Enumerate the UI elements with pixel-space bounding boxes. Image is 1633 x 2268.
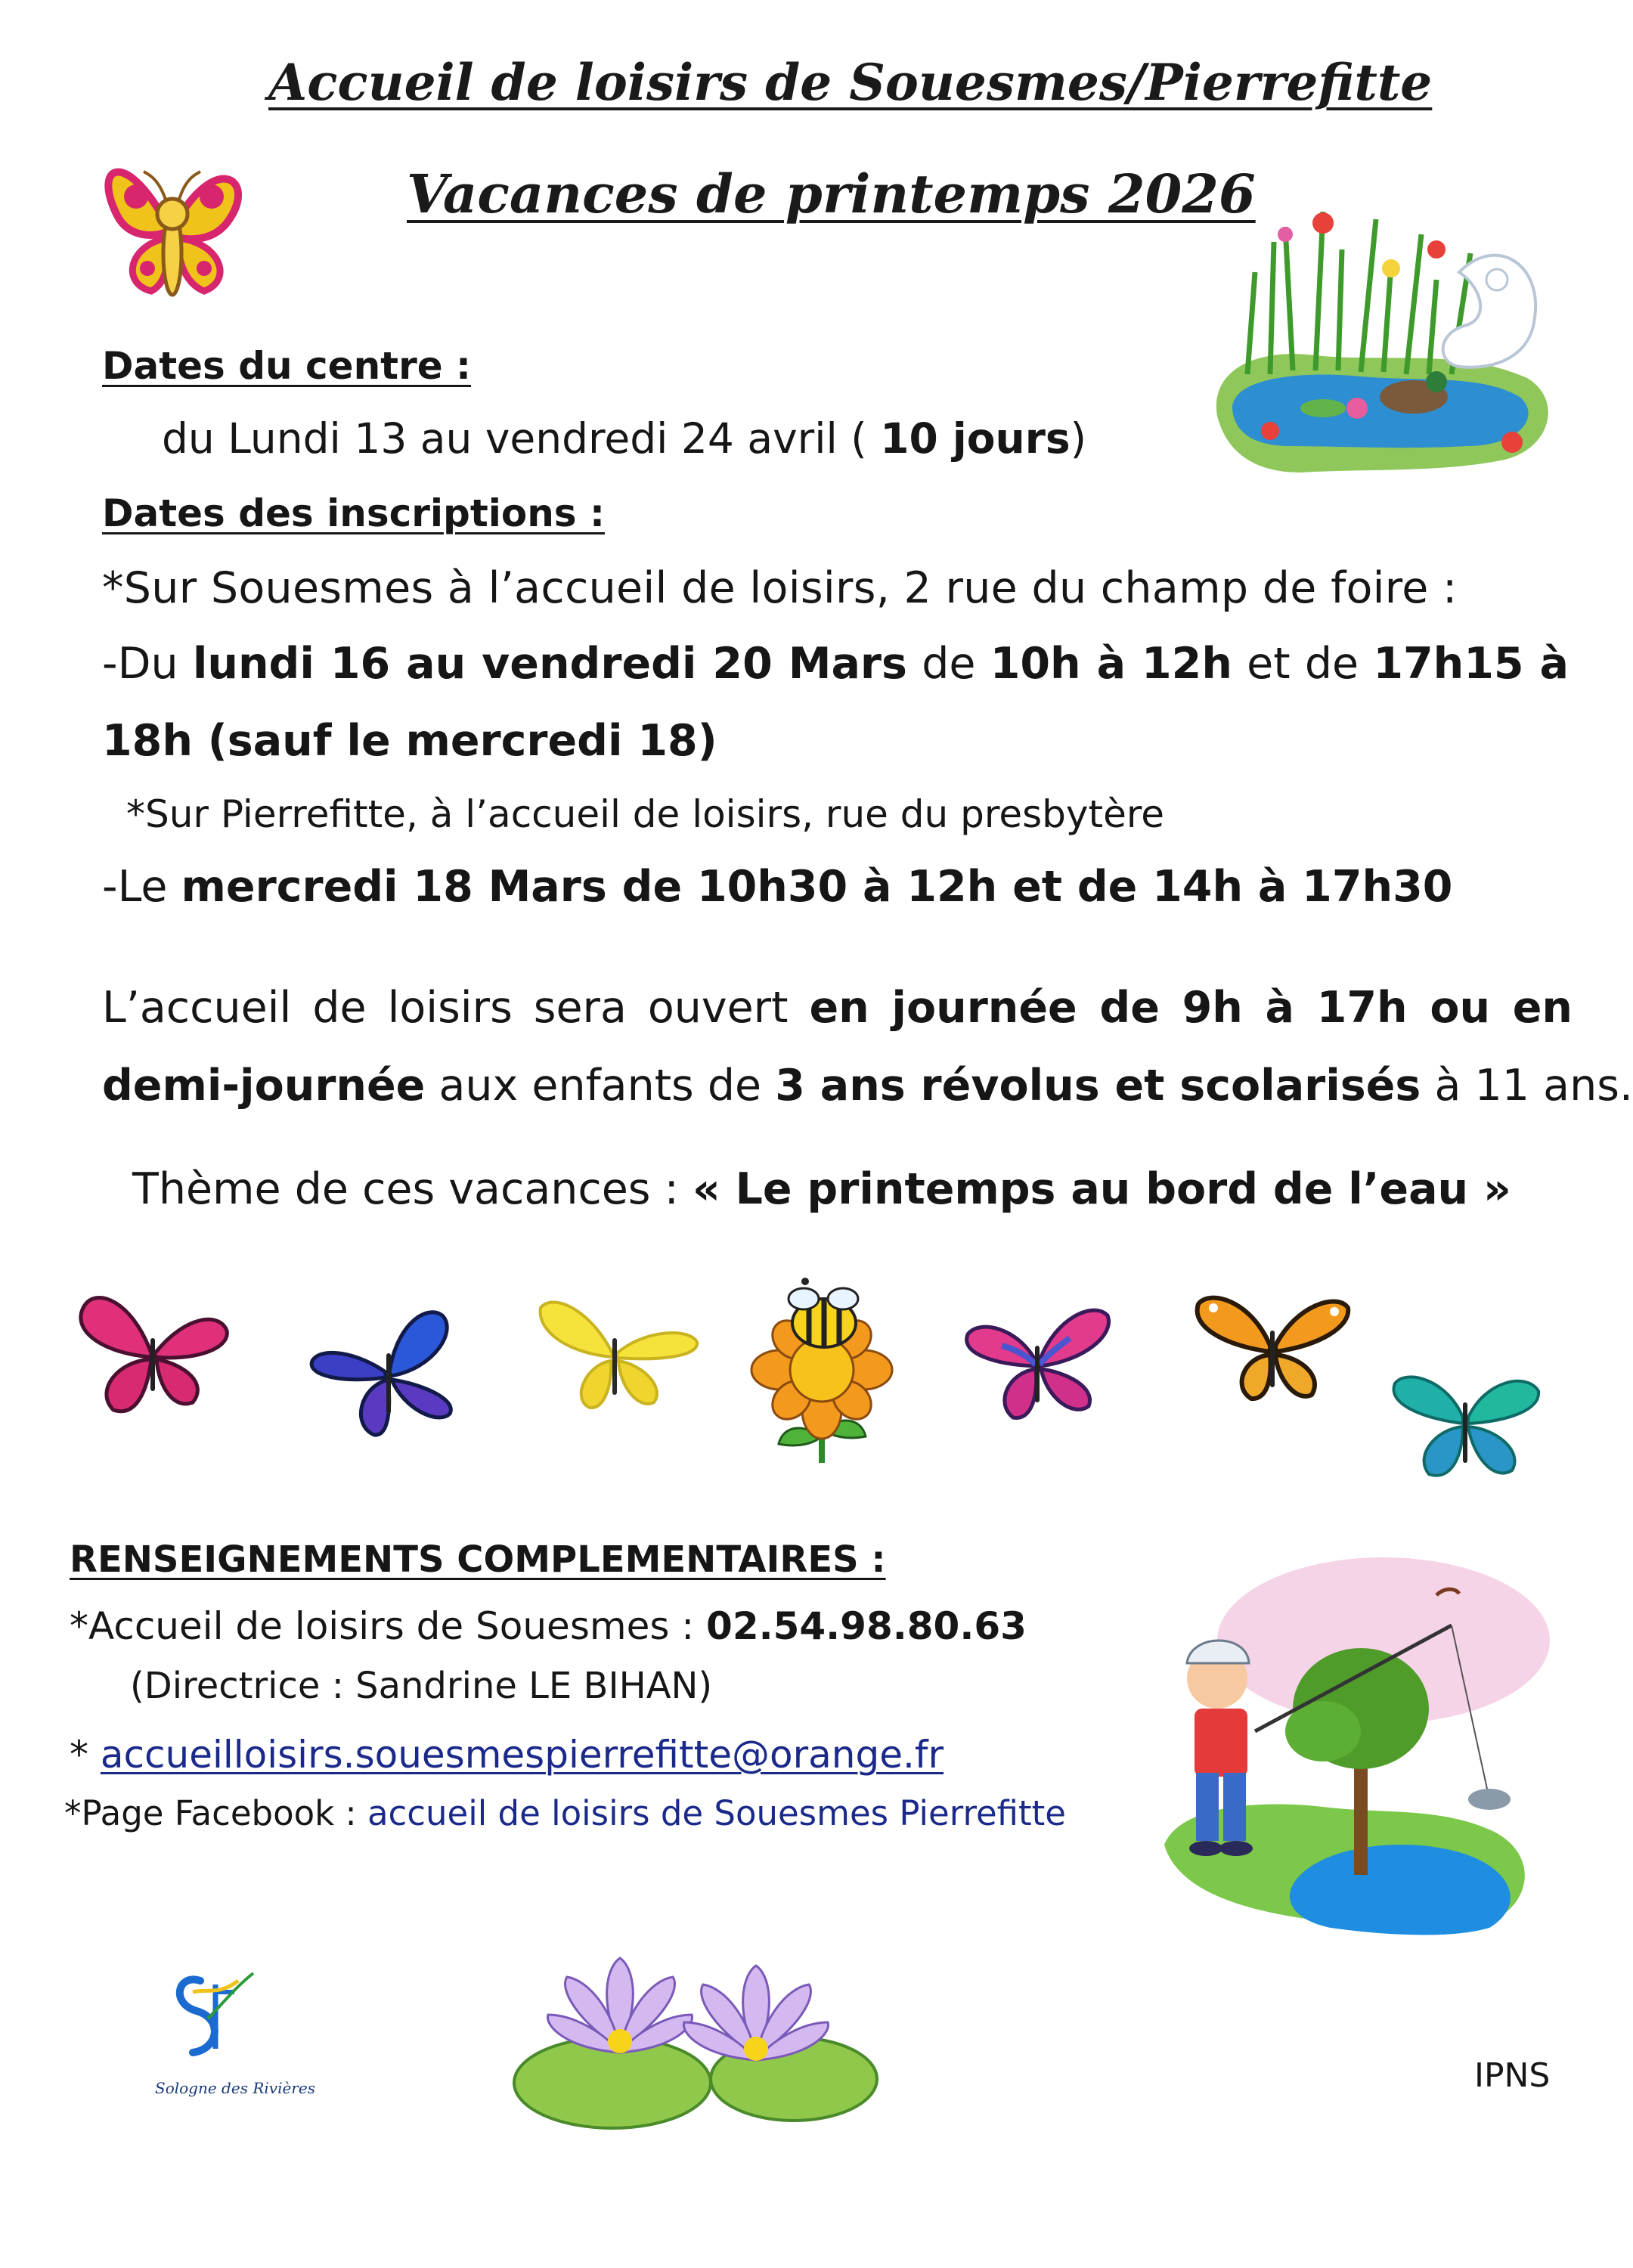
dates-centre-suffix: ) [1070,414,1087,463]
facebook-page[interactable]: accueil de loisirs de Souesmes Pierrefitte [367,1793,1066,1833]
directrice: (Directrice : Sandrine LE BIHAN) [130,1665,713,1707]
inscriptions-heading: Dates des inscriptions : [102,491,605,535]
ouverture-line2 [102,1061,1633,1111]
phone-number[interactable]: 02.54.98.80.63 [706,1604,1027,1648]
ipns-footer: IPNS [1474,2056,1551,2095]
butterfly-blue-icon [306,1300,469,1440]
theme-value: « Le printemps au bord de l’eau » [692,1164,1511,1214]
pierrefitte-place: *Sur Pierrefitte, à l’accueil de loisirs, rue du presbytère [126,792,1165,836]
fishing-boy-illustration [1134,1557,1557,1943]
souesmes-dates-line2 [102,716,717,766]
sologne-logo [147,1958,336,2109]
ouverture-p1: L’accueil de loisirs sera ouvert [102,983,789,1033]
dates-centre-heading: Dates du centre : [102,344,472,388]
souesmes-contact-label: *Accueil de loisirs de Souesmes : [70,1604,695,1648]
dates-centre-text [162,414,1086,463]
ouverture-line1 [102,983,1573,1033]
souesmes-place: *Sur Souesmes à l’accueil de loisirs, 2 rue du champ de foire : [102,563,1458,613]
butterfly-magenta-icon [956,1297,1119,1425]
souesmes-contact [70,1604,1027,1648]
souesmes-p3: et de [1247,639,1359,689]
renseignements-heading: RENSEIGNEMENTS COMPLEMENTAIRES : [70,1538,886,1581]
butterfly-teal-icon [1384,1357,1546,1486]
ouverture-p3: à 11 ans. [1434,1061,1633,1111]
souesmes-b2: 10h à 12h [990,639,1232,689]
souesmes-dates-line1 [102,639,1569,689]
pierrefitte-dates [102,862,1452,912]
butterfly-pink-icon [72,1285,234,1421]
bee-flower-icon [737,1278,907,1467]
dates-centre-prefix: du Lundi 13 au vendredi 24 avril ( [162,414,867,463]
water-lilies-illustration [507,1935,885,2139]
email-line [70,1733,944,1777]
butterfly-orange-icon [1191,1285,1353,1406]
facebook-line [64,1793,1066,1833]
email-link[interactable]: accueilloisirs.souesmespierrefitte@orange.fr [100,1733,944,1777]
pond-illustration [1210,181,1565,476]
souesmes-p2: de [922,639,976,689]
title-line-1: Accueil de loisirs de Souesmes/Pierrefitte [268,53,1433,112]
sologne-logo-icon [147,1958,336,2079]
ouverture-b1: en journée de 9h à 17h ou en [809,983,1573,1033]
theme-line [132,1164,1511,1214]
butterfly-yellow-icon [529,1285,703,1414]
theme-label: Thème de ces vacances : [132,1164,679,1214]
title-line-2: Vacances de printemps 2026 [407,163,1256,225]
butterfly-top-left-icon [83,132,265,314]
souesmes-p1: -Du [102,639,178,689]
souesmes-b4: 18h (sauf le mercredi 18) [102,716,717,766]
ouverture-b3: 3 ans révolus et scolarisés [775,1061,1421,1111]
logo-caption: Sologne des Rivières [155,2079,315,2097]
ouverture-p2: aux enfants de [438,1061,762,1111]
facebook-label: *Page Facebook : [64,1793,357,1833]
email-prefix: * [70,1733,88,1777]
pierrefitte-p1: -Le [102,862,168,912]
pierrefitte-b1: mercredi 18 Mars de 10h30 à 12h et de 14h à 17h30 [181,862,1453,912]
souesmes-b3: 17h15 à [1373,639,1569,689]
ouverture-b2: demi-journée [102,1061,426,1111]
dates-centre-duration: 10 jours [880,414,1071,463]
souesmes-b1: lundi 16 au vendredi 20 Mars [192,639,907,689]
